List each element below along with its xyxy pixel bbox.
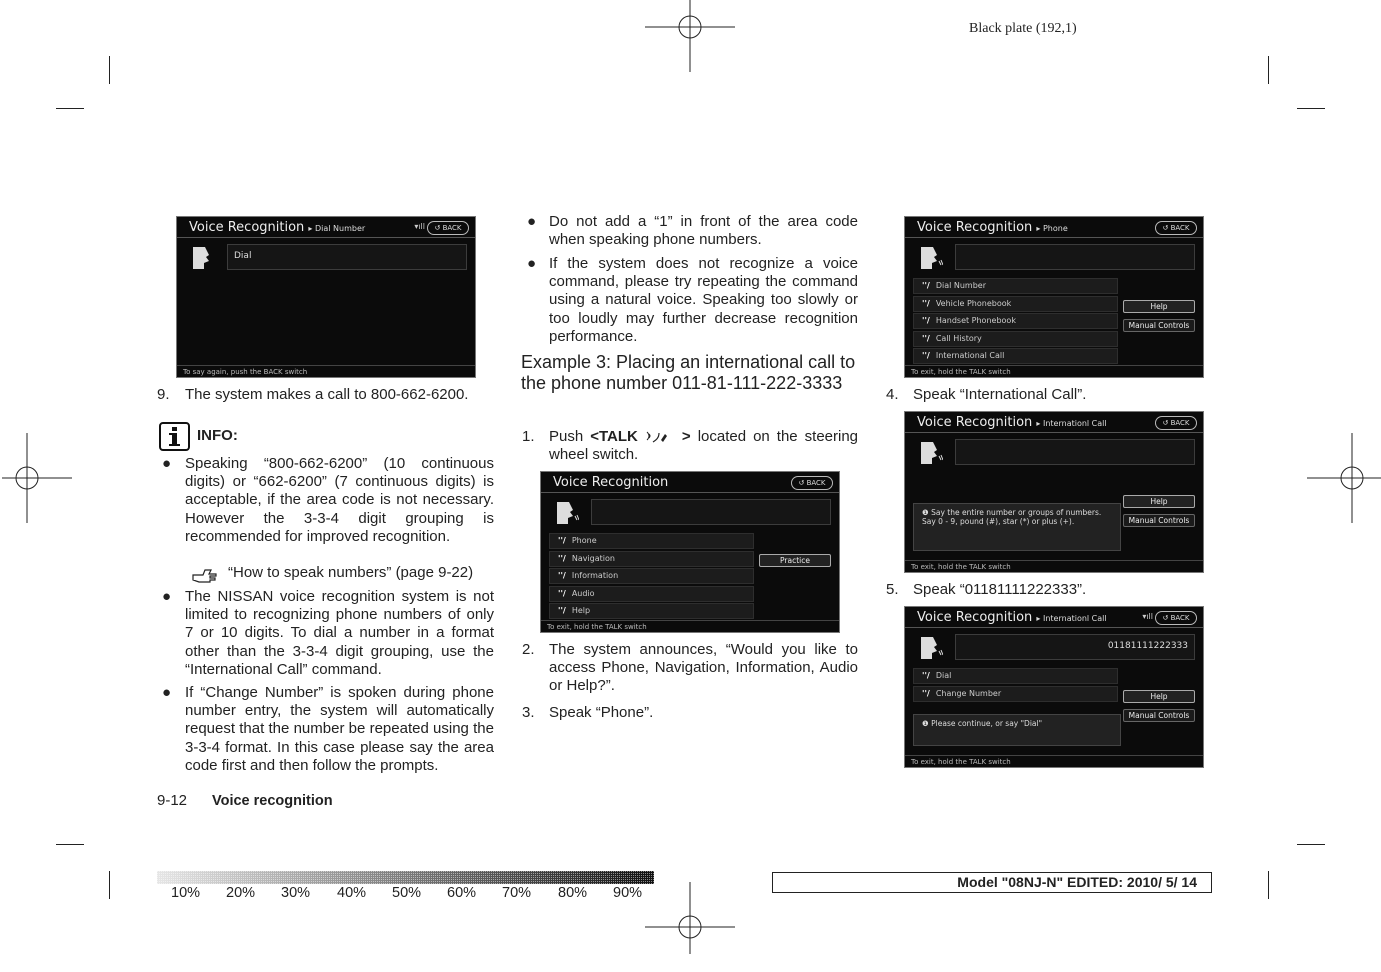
step-3-number: 3. — [522, 704, 535, 721]
breadcrumb: ▸ Internationl Call — [1036, 419, 1107, 428]
entered-number: 01181111222333 — [1107, 641, 1188, 651]
menu-item-vehicle-phonebook[interactable]: ''/ Vehicle Phonebook — [913, 296, 1118, 312]
back-button[interactable]: ↺ BACK — [1155, 221, 1197, 235]
menu-item-phone[interactable]: ''/ Phone — [549, 533, 754, 549]
signal-icon: ▾ıll — [1142, 612, 1153, 621]
talk-switch-label: <TALK — [590, 428, 638, 445]
menu-item-handset-phonebook[interactable]: ''/ Handset Phonebook — [913, 313, 1118, 329]
step-5: Speak “01181111222333”. — [913, 581, 1087, 598]
info-label: INFO: — [197, 427, 238, 444]
back-button[interactable]: ↺ BACK — [791, 476, 833, 490]
percent-label: 70% — [502, 885, 532, 901]
registration-mark-right — [1307, 433, 1381, 523]
help-button[interactable]: Help — [1123, 300, 1195, 313]
page-number: 9-12 — [157, 792, 188, 809]
screen-title: Voice Recognition — [917, 610, 1033, 625]
step-4-number: 4. — [886, 386, 899, 403]
percent-label: 50% — [392, 885, 422, 901]
registration-mark-left — [0, 433, 72, 523]
screen-footer: To exit, hold the TALK switch — [911, 758, 1011, 766]
menu-item-call-history[interactable]: ''/ Call History — [913, 331, 1118, 347]
percent-label: 60% — [447, 885, 477, 901]
back-button[interactable]: ↺ BACK — [427, 221, 469, 235]
screen-footer: To exit, hold the TALK switch — [911, 368, 1011, 376]
percent-label: 20% — [226, 885, 256, 901]
step-9: The system makes a call to 800-662-6200. — [185, 386, 469, 403]
percent-label: 80% — [558, 885, 588, 901]
voice-face-icon — [189, 245, 215, 271]
screen-title: Voice Recognition — [917, 415, 1033, 430]
screen-title: Voice Recognition — [189, 220, 305, 235]
plate-label: Black plate (192,1) — [969, 21, 1077, 36]
bullet-dot: ● — [162, 455, 172, 472]
breadcrumb: ▸ Phone — [1036, 224, 1068, 233]
info-message: ❶ Please continue, or say "Dial" — [913, 714, 1121, 746]
number-bar — [955, 439, 1195, 465]
number-menu — [913, 668, 1118, 703]
screenshot-voice-main — [540, 471, 840, 633]
screenshot-international-call — [904, 411, 1204, 573]
step-5-number: 5. — [886, 581, 899, 598]
step-4: Speak “International Call”. — [913, 386, 1087, 403]
percent-label: 40% — [337, 885, 367, 901]
reference-hand-icon — [192, 567, 218, 583]
example-heading: Example 3: Placing an international call to the phone number 011-81-111-222-3333 — [521, 352, 856, 393]
bullet-dot: ● — [527, 213, 537, 230]
mid-bullet-1: Do not add a “1” in front of the area code when speaking phone numbers. — [549, 213, 858, 249]
info-message: ❶ Say the entire number or groups of numbers. Say 0 - 9, pound (#), star (*) or plus (+). — [913, 503, 1121, 551]
phone-menu — [913, 278, 1118, 366]
screen-footer: To say again, push the BACK switch — [183, 368, 308, 376]
input-bar — [955, 244, 1195, 270]
menu-item-audio[interactable]: ''/ Audio — [549, 586, 754, 602]
screen-footer: To exit, hold the TALK switch — [547, 623, 647, 631]
screenshot-phone — [904, 216, 1204, 378]
menu-item-change-number[interactable]: ''/ Change Number — [913, 686, 1118, 702]
reference-link[interactable]: “How to speak numbers” (page 9-22) — [228, 564, 474, 581]
signal-icon: ▾ıll — [414, 222, 425, 231]
voice-face-icon — [917, 245, 943, 271]
menu-item-help[interactable]: ''/ Help — [549, 603, 754, 619]
back-button[interactable]: ↺ BACK — [1155, 611, 1197, 625]
info-bullet-1: Speaking “800-662-6200” (10 continuous digits) or “662-6200” (7 continuous digits) is acceptable, if the area code is not necessary. However the 3-3-4 digit grouping is recommended for improved recognition. — [185, 455, 494, 545]
screen-title: Voice Recognition — [917, 220, 1033, 235]
bullet-dot: ● — [162, 684, 172, 701]
percent-label: 90% — [613, 885, 643, 901]
talk-switch-icon — [645, 428, 675, 444]
voice-menu — [549, 533, 754, 621]
screenshot-international-number — [904, 606, 1204, 768]
section-title: Voice recognition — [212, 793, 333, 809]
help-button[interactable]: Help — [1123, 495, 1195, 508]
step-1-number: 1. — [522, 428, 535, 445]
screen-title: Voice Recognition — [553, 475, 669, 490]
breadcrumb: ▸ Internationl Call — [1036, 614, 1107, 623]
info-icon — [159, 422, 190, 451]
step-9-number: 9. — [157, 386, 170, 403]
menu-item-navigation[interactable]: ''/ Navigation — [549, 551, 754, 567]
step-3: Speak “Phone”. — [549, 704, 654, 721]
voice-face-icon — [917, 635, 943, 661]
input-bar — [591, 499, 831, 525]
mid-bullet-2: If the system does not recognize a voice command, please try repeating the command using a natural voice. Speaking too slowly or too loudly may further decrease recognition performance. — [549, 255, 858, 345]
breadcrumb: ▸ Dial Number — [308, 224, 366, 233]
step-2: The system announces, “Would you like to access Phone, Navigation, Information, Audio or Help?”. — [549, 641, 858, 695]
registration-mark-top — [645, 0, 735, 72]
manual-controls-button[interactable]: Manual Controls — [1123, 709, 1195, 722]
screenshot-dial-number — [176, 216, 476, 378]
info-bullet-3: If “Change Number” is spoken during phone number entry, the system will automatically request that the number be repeated using the 3-3-4 format. In this case please say the area code first and then follow the prompts. — [185, 684, 494, 774]
practice-button[interactable]: Practice — [759, 554, 831, 567]
info-bullet-2: The NISSAN voice recognition system is not limited to recognizing phone numbers of only 7 or 10 digits. To dial a number in a format other than the 3-3-4 digit grouping, use the “International Call” command. — [185, 588, 494, 678]
menu-item-information[interactable]: ''/ Information — [549, 568, 754, 584]
dial-bar: Dial — [227, 244, 467, 270]
menu-item-international-call[interactable]: ''/ International Call — [913, 348, 1118, 364]
screen-footer: To exit, hold the TALK switch — [911, 563, 1011, 571]
registration-mark-bottom — [645, 882, 735, 972]
manual-controls-button[interactable]: Manual Controls — [1123, 319, 1195, 332]
info-circle-icon: ❶ — [922, 719, 929, 728]
help-button[interactable]: Help — [1123, 690, 1195, 703]
back-button[interactable]: ↺ BACK — [1155, 416, 1197, 430]
gray-scale-bar — [157, 871, 654, 884]
step-1: Push <TALK > located on the steering wheel switch. — [549, 428, 859, 464]
bullet-dot: ● — [162, 588, 172, 605]
number-bar — [955, 634, 1195, 660]
percent-label: 10% — [171, 885, 201, 901]
percent-label: 30% — [281, 885, 311, 901]
manual-controls-button[interactable]: Manual Controls — [1123, 514, 1195, 527]
bullet-dot: ● — [527, 255, 537, 272]
info-circle-icon: ❶ — [922, 508, 929, 517]
menu-item-dial[interactable]: ''/ Dial — [913, 668, 1118, 684]
voice-face-icon — [917, 440, 943, 466]
menu-item-dial-number[interactable]: ''/ Dial Number — [913, 278, 1118, 294]
voice-face-icon — [553, 500, 579, 526]
model-edited-label: Model "08NJ-N" EDITED: 2010/ 5/ 14 — [772, 872, 1212, 893]
step-2-number: 2. — [522, 641, 535, 658]
